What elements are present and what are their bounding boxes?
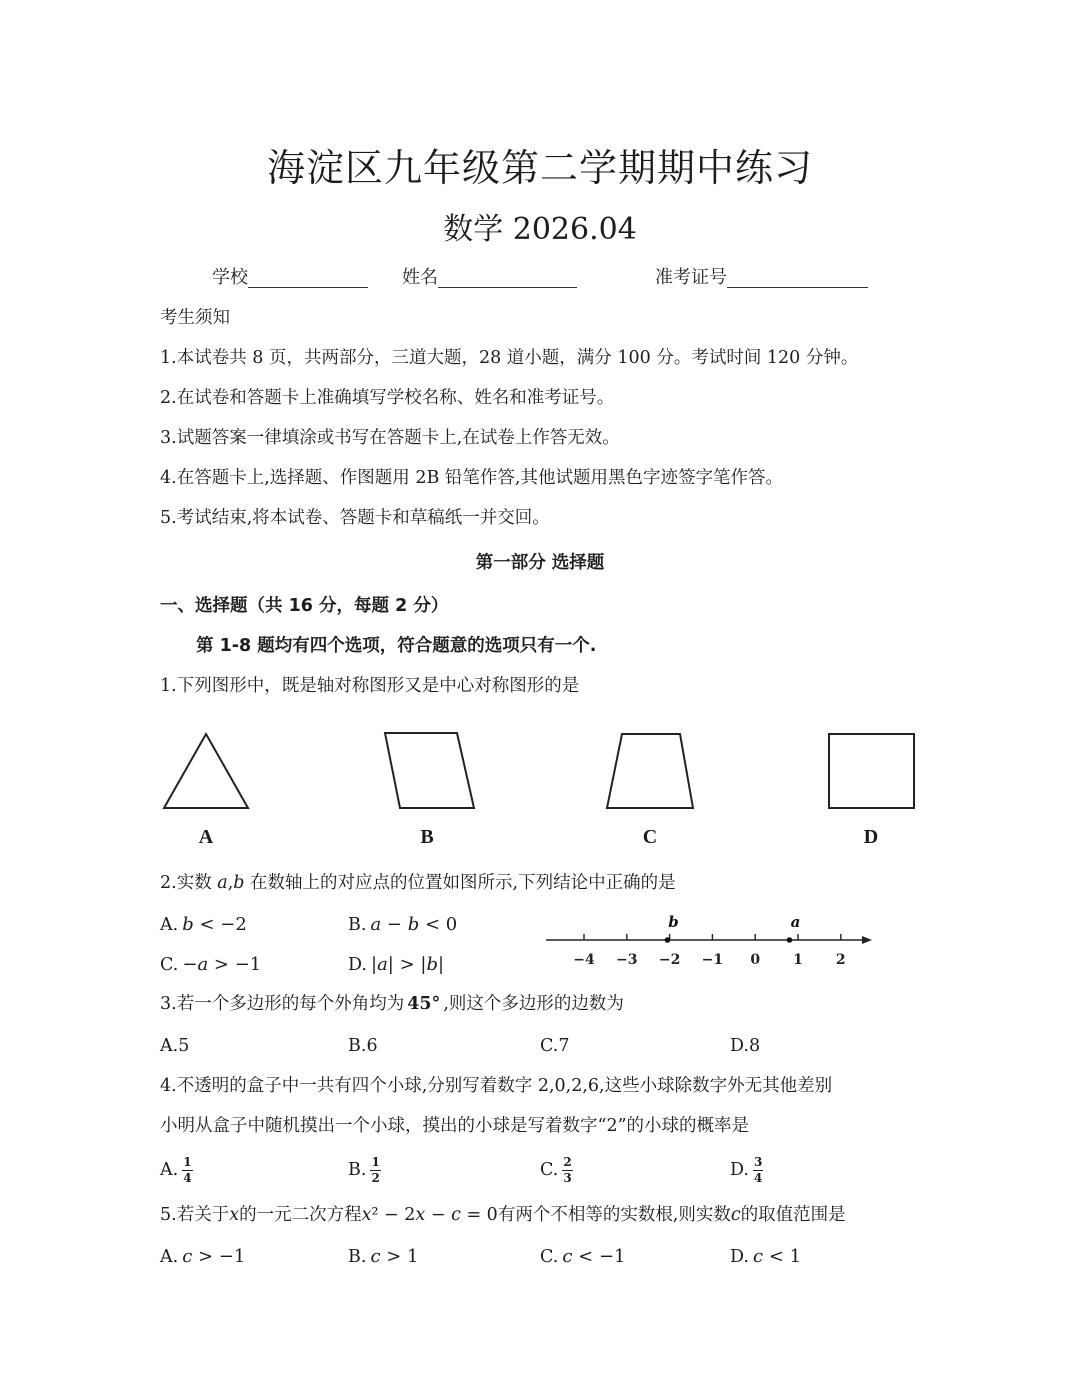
question-4-option-c (540, 1148, 573, 1192)
option-label: D. (730, 1160, 749, 1180)
name-blank-line (438, 267, 577, 288)
number-line-tick-label: −3 (616, 952, 638, 968)
number-line (540, 905, 885, 975)
option-label: C. (540, 1160, 559, 1180)
question-4-option-a (160, 1148, 193, 1192)
option-text: c > −1 (182, 1246, 246, 1267)
question-1-figures (150, 720, 930, 820)
number-line-tick-label: 2 (835, 952, 846, 968)
question-3-stem-after: ,则这个多边形的边数为 (443, 994, 624, 1014)
question-3-option-a (160, 1034, 189, 1058)
number-line-point (665, 937, 671, 943)
option-label: C. (160, 955, 179, 975)
question-3-stem (160, 992, 624, 1016)
number-line-tick-label: −1 (701, 952, 724, 968)
question-2-option-b (348, 913, 457, 937)
figure-label-d: D (863, 826, 879, 848)
question-3-option-b (348, 1034, 378, 1058)
figure-label-a: A (198, 826, 214, 848)
option-label: D. (348, 955, 367, 975)
notice-item: 2.在试卷和答题卡上准确填写学校名称、姓名和准考证号。 (160, 388, 615, 408)
option-fraction (182, 1156, 192, 1185)
option-label: B. (348, 1160, 367, 1180)
option-text: 8 (748, 1036, 761, 1056)
number-line-tick-label: −4 (573, 952, 595, 968)
option-label: D. (730, 1036, 749, 1056)
option-fraction (370, 1156, 380, 1185)
option-text: −a > −1 (182, 954, 262, 975)
school-blank-line (248, 267, 368, 288)
option-text: b < −2 (182, 914, 247, 935)
info-field-label: 学校 (212, 267, 248, 288)
number-line-tick-label: 0 (750, 952, 761, 968)
option-text: 6 (366, 1036, 378, 1056)
info-field-label: 准考证号 (655, 267, 727, 288)
exam-subtitle: 数学 2026.04 (443, 212, 637, 247)
figure-label-b: B (420, 826, 434, 848)
number-line-point (787, 937, 793, 943)
exam-title: 海淀区九年级第二学期期中练习 (266, 146, 813, 190)
option-text: 7 (558, 1036, 570, 1056)
fraction-numerator: 1 (371, 1154, 380, 1169)
notice-item: 4.在答题卡上,选择题、作图题用 2B 铅笔作答,其他试题用黑色字迹签字笔作答。 (160, 468, 783, 488)
question-1-stem: 1.下列图形中，既是轴对称图形又是中心对称图形的是 (160, 676, 580, 696)
fraction-denominator: 2 (371, 1170, 380, 1185)
question-2-option-d (348, 953, 444, 977)
option-text: |a| > |b| (370, 954, 445, 975)
option-text: c < −1 (562, 1246, 626, 1267)
fraction-numerator: 2 (563, 1154, 572, 1169)
fraction-denominator: 4 (183, 1170, 192, 1185)
question-4-option-b (348, 1148, 381, 1192)
figure-label-c: C (642, 826, 658, 848)
option-text: a − b < 0 (370, 914, 458, 935)
info-field-school (212, 266, 368, 290)
section-instruction: 第 1-8 题均有四个选项，符合题意的选项只有一个. (196, 636, 597, 656)
option-label: A. (160, 915, 179, 935)
option-label: B. (348, 1036, 367, 1056)
option-text: c > 1 (370, 1246, 419, 1267)
fraction-denominator: 4 (753, 1170, 763, 1185)
number-line-point-label: a (790, 913, 801, 931)
info-field-exam-number (655, 266, 868, 290)
question-2-option-c (160, 953, 261, 977)
question-4-option-d (730, 1148, 763, 1192)
figure-d-shape (829, 734, 914, 808)
question-5-option-c (540, 1245, 626, 1269)
info-field-label: 姓名 (402, 267, 438, 288)
option-label: A. (160, 1160, 179, 1180)
question-3-stem-before: 3.若一个多边形的每个外角均为 (160, 994, 405, 1014)
number-line-tick-label: −2 (658, 952, 681, 968)
option-text: c < 1 (752, 1246, 802, 1267)
question-2-stem: 2.实数 a,b 在数轴上的对应点的位置如图所示,下列结论中正确的是 (160, 873, 676, 893)
exam-number-blank-line (727, 267, 868, 288)
number-line-point-label: b (668, 913, 679, 931)
option-text: 5 (178, 1036, 190, 1056)
fraction-numerator: 1 (183, 1154, 192, 1169)
question-5-stem: 5.若关于x的一元二次方程x² − 2x − c = 0有两个不相等的实数根,则实数c的取值范围是 (160, 1205, 846, 1225)
option-fraction (562, 1156, 572, 1185)
part-title: 第一部分 选择题 (475, 553, 605, 573)
notice-item: 5.考试结束,将本试卷、答题卡和草稿纸一并交回。 (160, 508, 550, 528)
option-label: D. (730, 1247, 749, 1267)
number-line-tick-label: 1 (793, 952, 803, 968)
question-2-option-a (160, 913, 247, 937)
question-5-option-a (160, 1245, 245, 1269)
question-4-stem-line: 小明从盒子中随机摸出一个小球，摸出的小球是写着数字“2”的小球的概率是 (160, 1116, 750, 1136)
option-label: C. (540, 1036, 559, 1056)
question-3-angle: 45° (407, 994, 441, 1014)
question-5-option-b (348, 1245, 419, 1269)
question-4-stem-line: 4.不透明的盒子中一共有四个小球,分别写着数字 2,0,2,6,这些小球除数字外无其他差别 (160, 1076, 833, 1096)
number-line-arrowhead (862, 936, 872, 944)
option-label: B. (348, 915, 367, 935)
option-label: A. (160, 1247, 179, 1267)
info-field-name (402, 266, 577, 290)
fraction-numerator: 3 (753, 1154, 763, 1169)
option-label: C. (540, 1247, 559, 1267)
figure-c-shape (607, 734, 693, 808)
notice-heading: 考生须知 (160, 308, 230, 328)
figure-a-shape (164, 734, 248, 808)
figure-b-shape (385, 733, 474, 808)
option-label: A. (160, 1036, 179, 1056)
option-label: B. (348, 1247, 367, 1267)
notice-item: 3.试题答案一律填涂或书写在答题卡上,在试卷上作答无效。 (160, 428, 620, 448)
notice-item: 1.本试卷共 8 页，共两部分，三道大题，28 道小题，满分 100 分。考试时间 120 分钟。 (160, 348, 859, 368)
section-heading: 一、选择题（共 16 分，每题 2 分） (160, 596, 449, 616)
question-3-option-d (730, 1034, 760, 1058)
option-fraction (753, 1156, 763, 1185)
question-3-option-c (540, 1034, 569, 1058)
question-5-option-d (730, 1245, 801, 1269)
fraction-denominator: 3 (563, 1170, 572, 1185)
